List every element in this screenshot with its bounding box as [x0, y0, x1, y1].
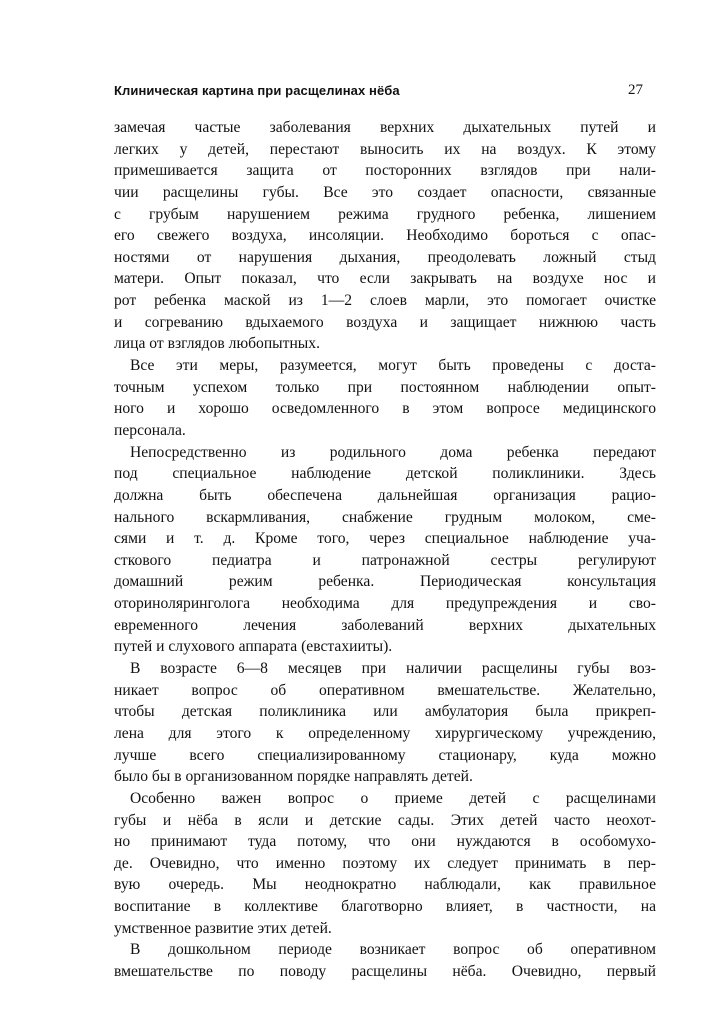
text-line: оториноляринголога необходима для предупреждения и сво- [114, 595, 656, 613]
text-line: никает вопрос об оперативном вмешательстве. Желательно, [114, 681, 656, 699]
text-line: под специальное наблюдение детской поликлиники. Здесь [114, 465, 656, 483]
text-line: воспитание в коллективе благотворно влияет, в частности, на [114, 898, 656, 916]
text-line: персонала. [114, 421, 186, 439]
text-line: сями и т. д. Кроме того, через специальное наблюдение уча- [114, 530, 656, 548]
text-line: сткового педиатра и патронажной сестры регулируют [114, 551, 656, 569]
text-line: с грубым нарушением режима грудного ребенка, лишением [114, 205, 656, 223]
text-line: точным успехом только при постоянном наблюдении опыт- [114, 378, 656, 396]
text-line: Непосредственно из родильного дома ребенка передают [130, 443, 656, 461]
text-line: замечая частые заболевания верхних дыхательных путей и [114, 119, 656, 136]
text-line: примешивается защита от посторонних взглядов при нали- [114, 162, 656, 180]
text-line: матери. Опыт показал, что если закрывать на воздухе нос и [114, 270, 656, 288]
text-line: вмешательстве по поводу расщелины нёба. Очевидно, первый [114, 962, 656, 980]
running-head-title: Клиническая картина при расщелинах нёба [114, 83, 400, 98]
text-line: В дошкольном периоде возникает вопрос об оперативном [130, 941, 656, 959]
text-line: чтобы детская поликлиника или амбулатория была прикреп- [114, 703, 656, 721]
text-line: евременного лечения заболеваний верхних дыхательных [114, 616, 656, 634]
text-line: но принимают туда потому, что они нуждаются в особомухо- [114, 833, 656, 851]
text-line: путей и слухового аппарата (евстахииты). [114, 638, 393, 656]
text-line: В возрасте 6—8 месяцев при наличии расщелины губы воз- [130, 660, 656, 678]
text-line: легких у детей, перестают выносить их на воздух. К этому [114, 140, 656, 158]
text-line: ностями от нарушения дыхания, преодолевать ложный стыд [114, 248, 656, 266]
body-text [114, 117, 656, 983]
text-line: чии расщелины губы. Все это создает опасности, связанные [114, 183, 656, 201]
text-line: лена для этого к определенному хирургическому учреждению, [114, 724, 656, 742]
text-line: ного и хорошо осведомленного в этом вопросе медицинского [114, 400, 656, 418]
text-line: вую очередь. Мы неоднократно наблюдали, как правильное [114, 876, 656, 894]
text-line: губы и нёба в ясли и детские сады. Этих детей часто неохот- [114, 811, 656, 829]
text-line: умственное развитие этих детей. [114, 919, 332, 937]
text-line: его свежего воздуха, инсоляции. Необходимо бороться с опас- [114, 227, 656, 245]
text-line: должна быть обеспечена дальнейшая организация рацио- [114, 486, 656, 504]
text-line: Все эти меры, разумеется, могут быть проведены с доста- [130, 357, 656, 375]
text-line: лучше всего специализированному стационару, куда можно [114, 746, 656, 764]
text-line: домашний режим ребенка. Периодическая консультация [114, 573, 656, 591]
text-line: лица от взглядов любопытных. [114, 335, 320, 353]
text-line: и согреванию вдыхаемого воздуха и защищает нижнюю часть [114, 313, 656, 331]
text-line: Особенно важен вопрос о приеме детей с расщелинами [130, 789, 656, 807]
page-number: 27 [628, 82, 643, 98]
text-line: нального вскармливания, снабжение грудным молоком, сме- [114, 508, 656, 526]
text-line: было бы в организованном порядке направлять детей. [114, 768, 473, 786]
text-line: де. Очевидно, что именно поэтому их следует принимать в пер- [114, 854, 656, 872]
text-line: рот ребенка маской из 1—2 слоев марли, это помогает очистке [114, 292, 656, 310]
